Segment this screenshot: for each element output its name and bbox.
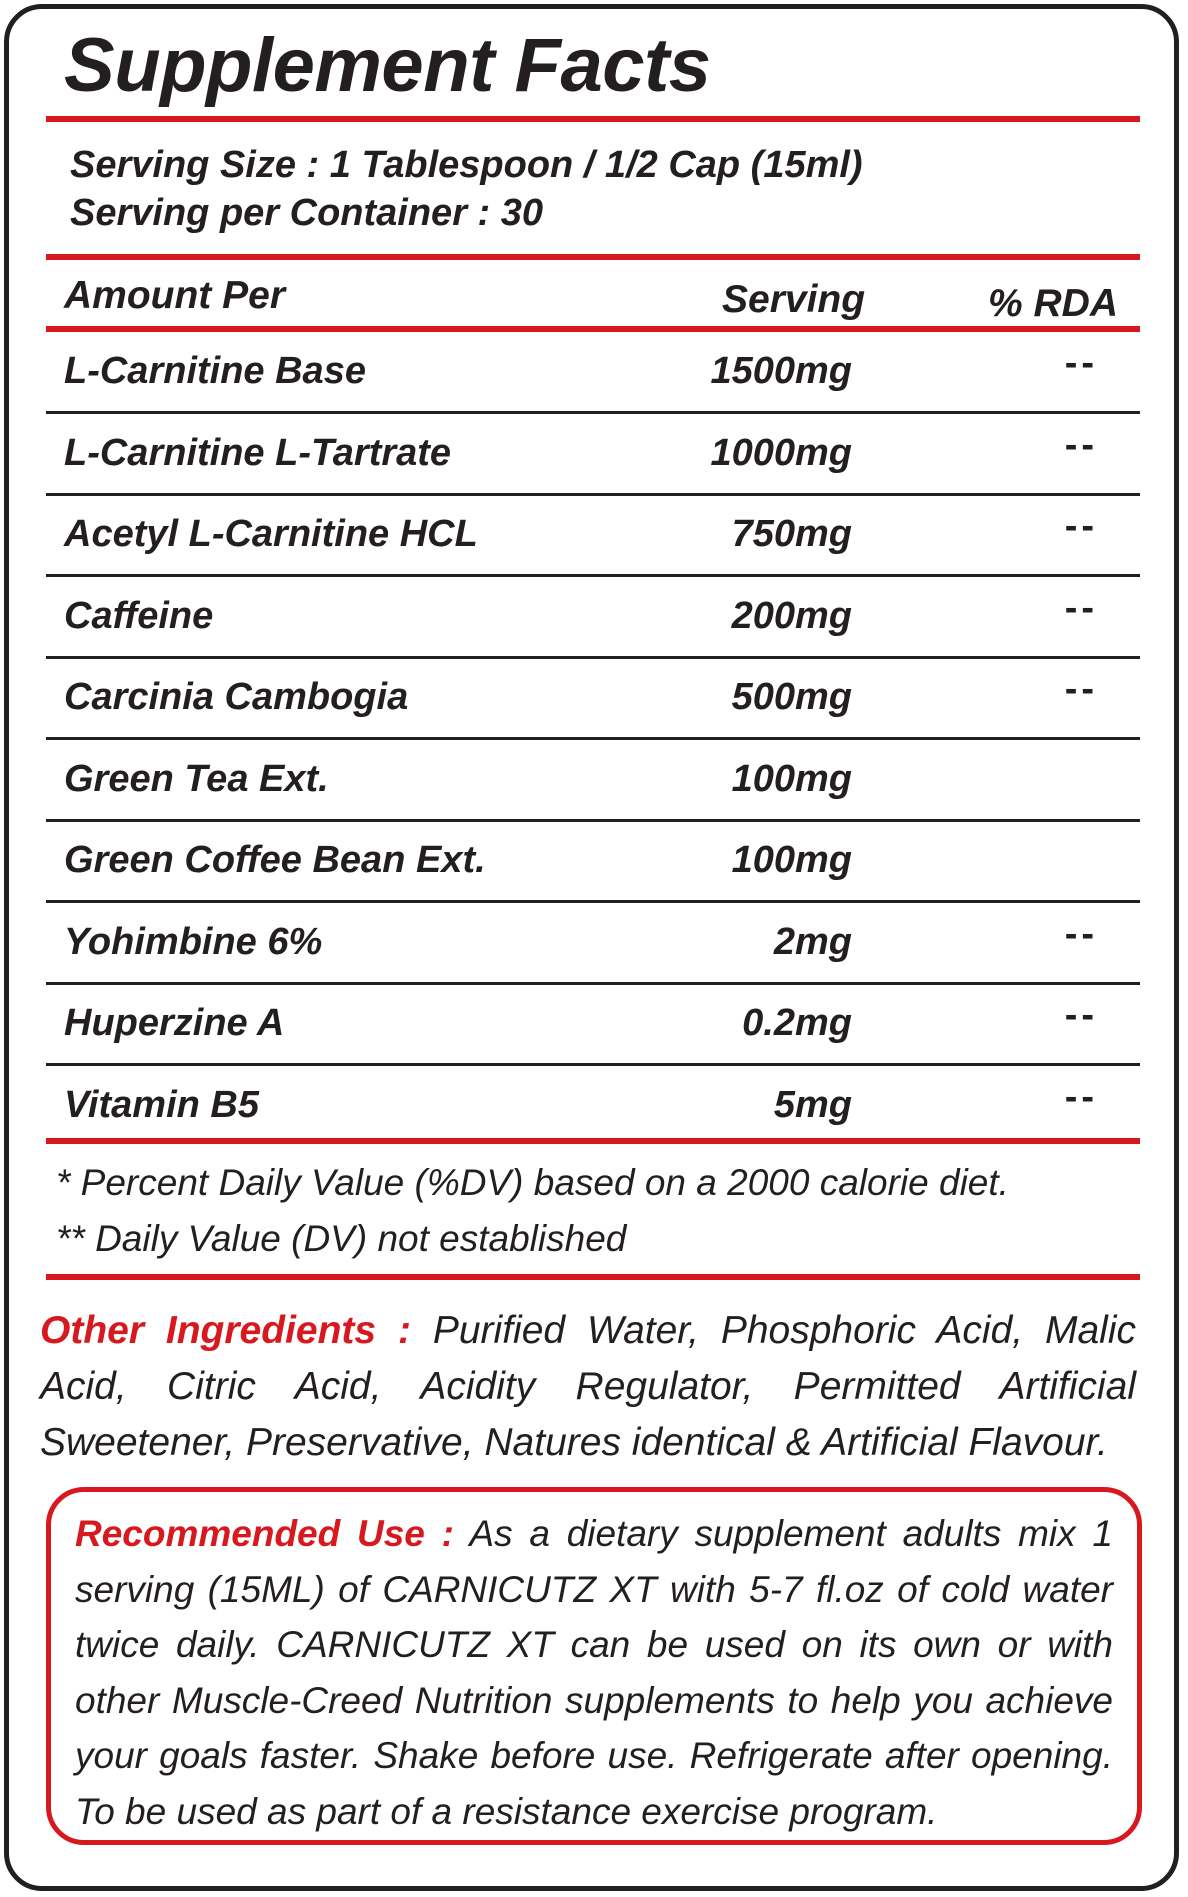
notes-divider — [46, 1274, 1140, 1280]
header-serving: Serving — [722, 278, 866, 321]
ingredient-name: Huperzine A — [64, 1002, 285, 1044]
ingredient-amount: 0.2mg — [742, 1002, 852, 1044]
serving-divider — [46, 254, 1140, 260]
servings-per-container: Serving per Container : 30 — [70, 192, 544, 234]
note-dv: * Percent Daily Value (%DV) based on a 2000 calorie diet. — [56, 1162, 1009, 1203]
note-not-established: ** Daily Value (DV) not established — [56, 1218, 627, 1259]
ingredient-amount: 750mg — [731, 513, 852, 555]
ingredient-rda: -- — [1064, 912, 1098, 955]
ingredient-name: L-Carnitine Base — [64, 350, 366, 392]
other-ingredients-label: Other Ingredients : — [40, 1309, 411, 1352]
row-divider — [46, 656, 1140, 659]
row-divider — [46, 574, 1140, 577]
row-divider — [46, 1063, 1140, 1066]
ingredient-rda: -- — [1064, 342, 1098, 384]
table-bottom-divider — [46, 1138, 1140, 1144]
row-divider — [46, 819, 1140, 822]
ingredient-amount: 100mg — [731, 757, 852, 800]
row-divider — [46, 900, 1140, 903]
ingredient-amount: 1000mg — [710, 431, 852, 474]
recommended-use-text: As a dietary supplement adults mix 1 serving (15ML) of CARNICUTZ XT with 5-7 fl.oz of cold water twice daily. CARNICUTZ XT can be used on its own or with other Muscle-Creed Nutrition supplements to help you achieve your goals faster. Shake before use. Refrigerate after opening. To be used as part of a resistance exercise program. — [75, 1513, 1113, 1832]
ingredient-name: Caffeine — [64, 594, 214, 637]
other-ingredients — [40, 1303, 1136, 1471]
row-divider — [46, 411, 1140, 414]
ingredient-name: Vitamin B5 — [64, 1083, 259, 1126]
ingredient-amount: 500mg — [731, 676, 852, 718]
ingredient-amount: 5mg — [773, 1083, 852, 1126]
ingredient-name: Green Tea Ext. — [64, 757, 329, 800]
serving-size: Serving Size : 1 Tablespoon / 1/2 Cap (15ml) — [70, 144, 863, 186]
other-ingredients-text: Purified Water, Phosphoric Acid, Malic Acid, Citric Acid, Acidity Regulator, Permitted Artificial Sweetener, Preservative, Natures identical & Artificial Flavour. — [40, 1309, 1136, 1464]
header-rda: % RDA — [988, 282, 1119, 325]
ingredient-name: Acetyl L-Carnitine HCL — [64, 513, 478, 555]
ingredient-rda: -- — [1064, 423, 1098, 466]
header-amount-per: Amount Per — [64, 274, 286, 317]
ingredient-name: Carcinia Cambogia — [64, 676, 409, 718]
page-title: Supplement Facts — [64, 23, 711, 108]
row-divider — [46, 493, 1140, 496]
ingredient-name: Yohimbine 6% — [64, 920, 323, 963]
ingredient-rda: -- — [1064, 505, 1098, 547]
header-divider — [46, 326, 1140, 332]
ingredient-name: L-Carnitine L-Tartrate — [64, 431, 452, 474]
recommended-use-box — [46, 1487, 1142, 1845]
ingredient-rda: -- — [1064, 668, 1098, 710]
ingredient-rda: -- — [1064, 1075, 1098, 1118]
title-divider — [46, 116, 1140, 122]
row-divider — [46, 982, 1140, 985]
ingredient-amount: 100mg — [731, 839, 852, 881]
ingredient-name: Green Coffee Bean Ext. — [64, 839, 486, 881]
recommended-use — [75, 1506, 1113, 1839]
ingredient-amount: 2mg — [773, 920, 852, 963]
ingredient-amount: 1500mg — [710, 350, 852, 392]
ingredient-rda: -- — [1064, 586, 1098, 629]
recommended-use-label: Recommended Use : — [75, 1513, 454, 1554]
row-divider — [46, 737, 1140, 740]
ingredient-rda: -- — [1064, 994, 1098, 1036]
ingredient-amount: 200mg — [731, 594, 852, 637]
